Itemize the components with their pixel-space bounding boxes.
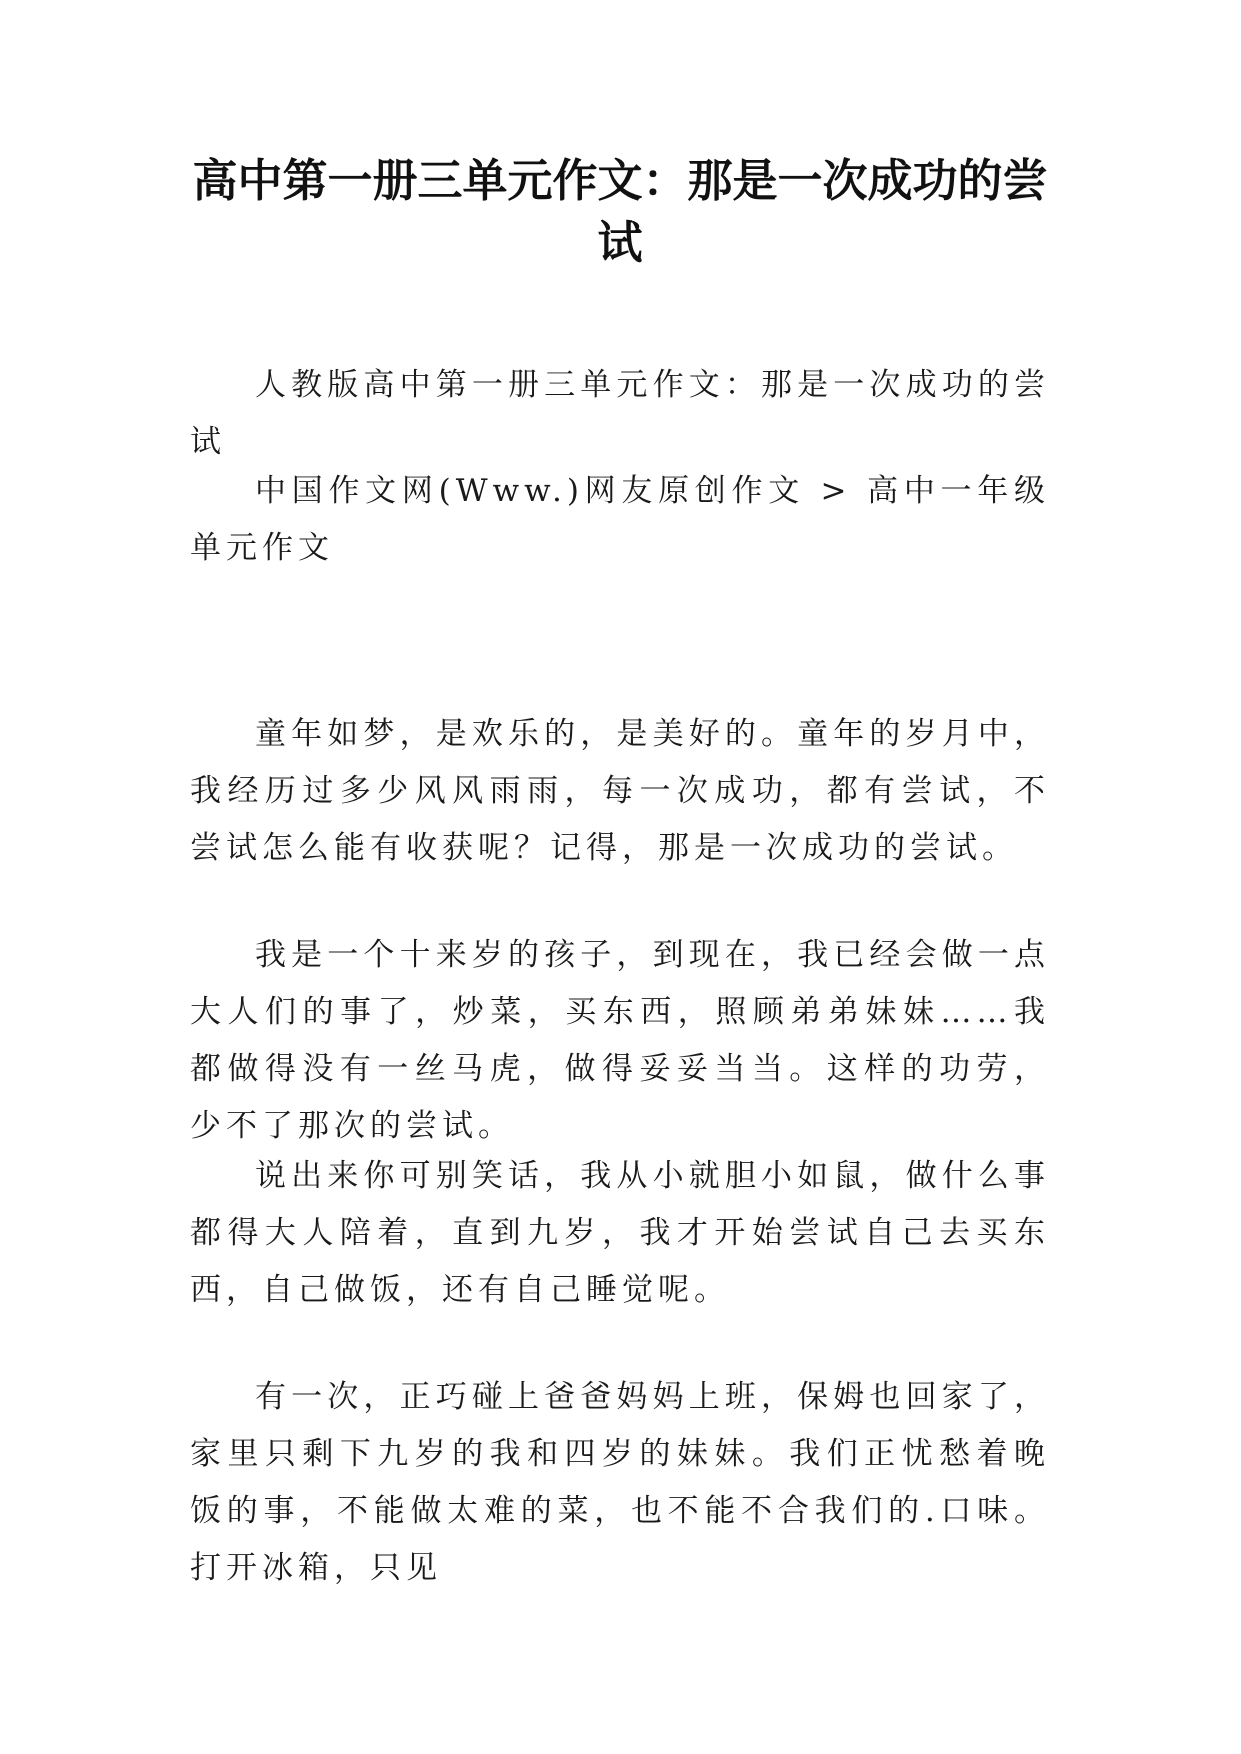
source-line: 中国作文网(Www.)网友原创作文 > 高中一年级单元作文 — [190, 473, 1050, 566]
body-paragraph-4: 有一次，正巧碰上爸爸妈妈上班，保姆也回家了，家里只剩下九岁的我和四岁的妹妹。我们正忧愁着晚饭的事，不能做太难的菜，也不能不合我们的.口味。打开冰箱，只见 — [190, 1379, 1050, 1586]
body-paragraph-1: 童年如梦，是欢乐的，是美好的。童年的岁月中，我经历过多少风风雨雨，每一次成功，都有尝试，不尝试怎么能有收获呢？记得，那是一次成功的尝试。 — [190, 716, 1050, 866]
document-title: 高中第一册三单元作文：那是一次成功的尝试 — [192, 154, 1048, 269]
document-subtitle: 人教版高中第一册三单元作文：那是一次成功的尝试 — [190, 367, 1050, 460]
body-paragraph-3: 说出来你可别笑话，我从小就胆小如鼠，做什么事都得大人陪着，直到九岁，我才开始尝试自己去买东西，自己做饭，还有自己睡觉呢。 — [190, 1158, 1050, 1308]
body-paragraph-2: 我是一个十来岁的孩子，到现在，我已经会做一点大人们的事了，炒菜，买东西，照顾弟弟妹妹……我都做得没有一丝马虎，做得妥妥当当。这样的功劳，少不了那次的尝试。 — [190, 937, 1050, 1144]
